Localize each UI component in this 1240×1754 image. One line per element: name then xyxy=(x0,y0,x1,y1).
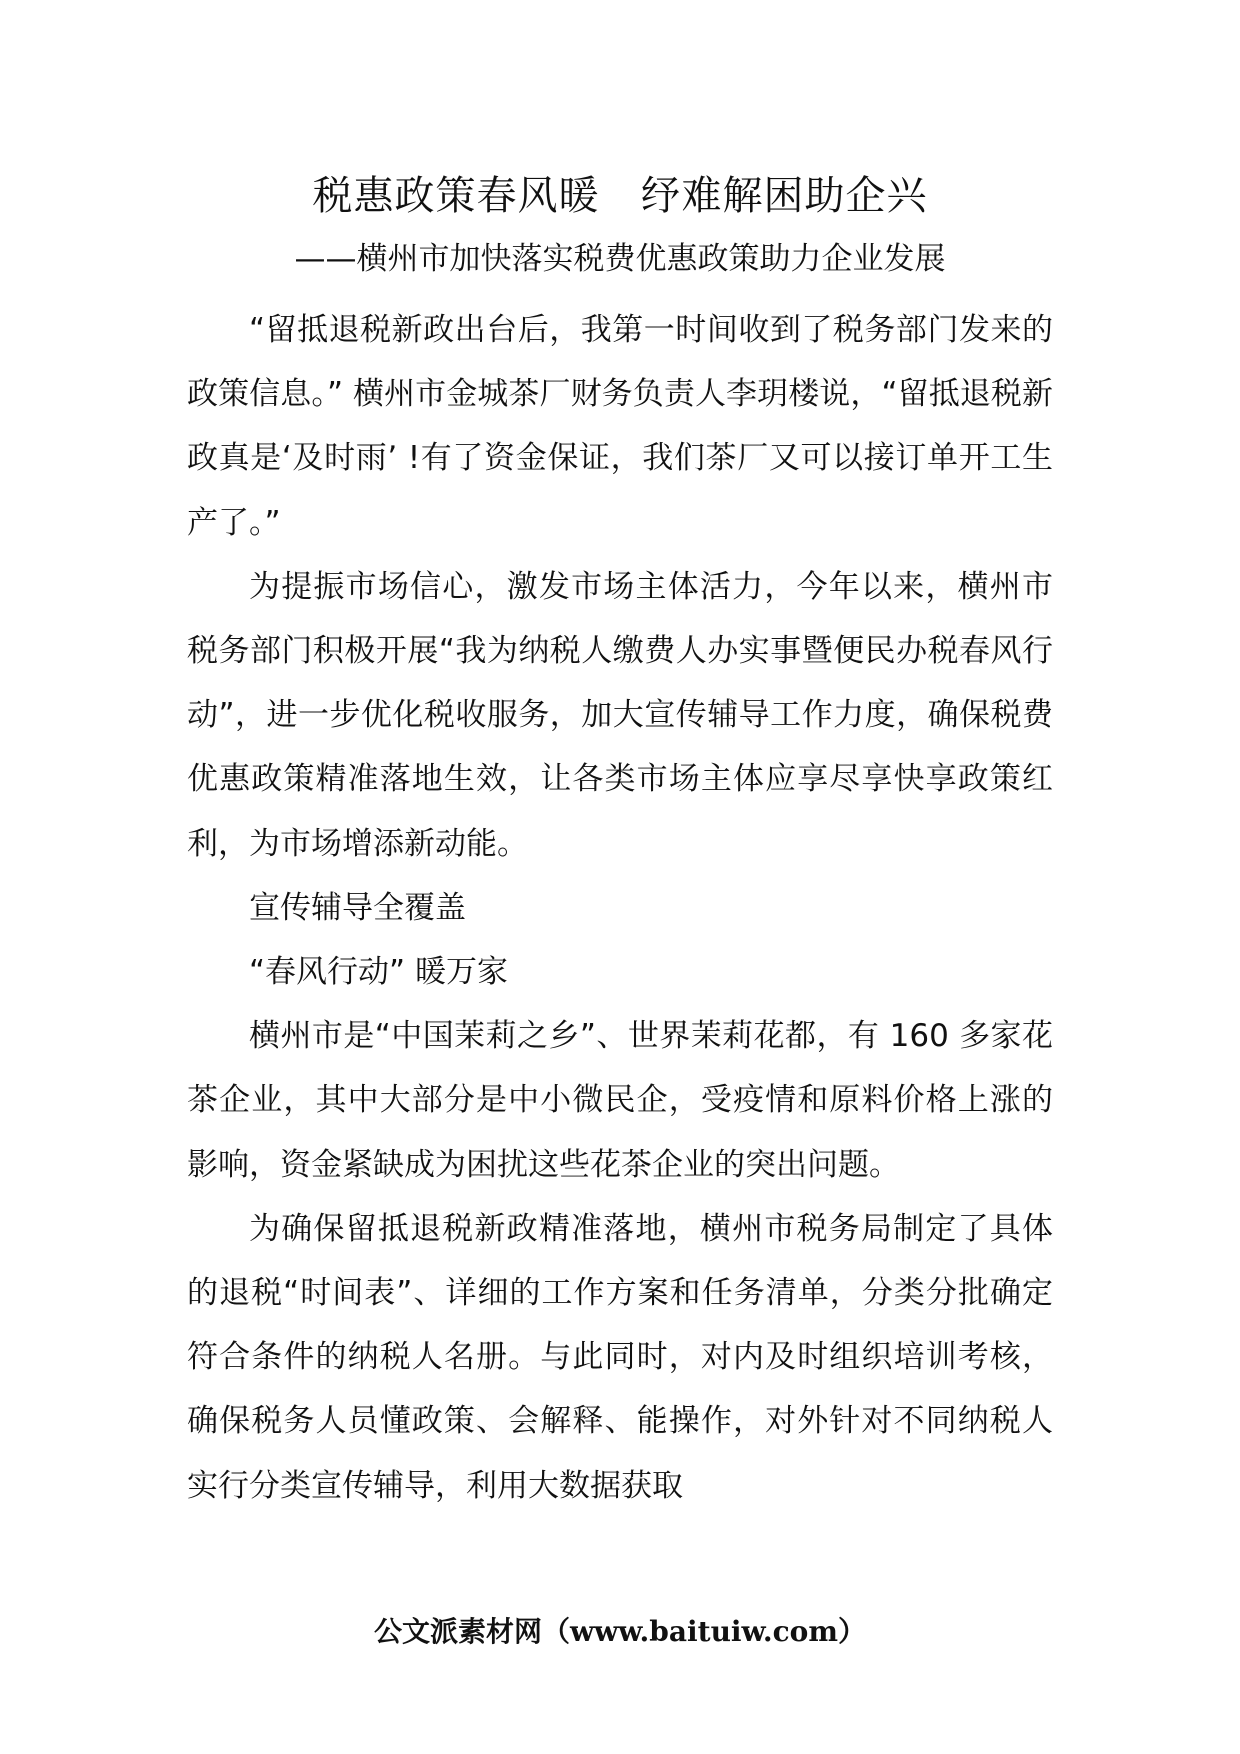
document-body xyxy=(187,298,1053,1518)
section-heading: 宣传辅导全覆盖 xyxy=(249,889,466,926)
paragraph: 为确保留抵退税新政精准落地，横州市税务局制定了具体的退税“时间表”、详细的工作方案和任务清单，分类分批确定符合条件的纳税人名册。与此同时，对内及时组织培训考核，确保税务人员懂政策、会解释、能操作，对外针对不同纳税人实行分类宣传辅导，利用大数据获取 xyxy=(187,1210,1053,1504)
document-title: 税惠政策春风暖 纾难解困助企兴 xyxy=(312,173,928,219)
source-watermark: 公文派素材网（www.baituiw.com） xyxy=(374,1615,866,1648)
paragraph: 为提振市场信心，激发市场主体活力，今年以来，横州市税务部门积极开展“我为纳税人缴费人办实事暨便民办税春风行动”，进一步优化税收服务，加大宣传辅导工作力度，确保税费优惠政策精准落地生效，让各类市场主体应享尽享快享政策红利，为市场增添新动能。 xyxy=(187,568,1053,862)
paragraph: “留抵退税新政出台后，我第一时间收到了税务部门发来的政策信息。” 横州市金城茶厂财务负责人李玥楼说，“留抵退税新政真是‘及时雨’ !有了资金保证，我们茶厂又可以接订单开工生产了。” xyxy=(187,312,1053,541)
paragraph: 横州市是“中国茉莉之乡”、世界茉莉花都，有 160 多家花茶企业，其中大部分是中小微民企，受疫情和原料价格上涨的影响，资金紧缺成为困扰这些花茶企业的突出问题。 xyxy=(187,1018,1053,1183)
section-heading: “春风行动” 暖万家 xyxy=(249,954,508,991)
document-subtitle: ——横州市加快落实税费优惠政策助力企业发展 xyxy=(294,241,946,277)
